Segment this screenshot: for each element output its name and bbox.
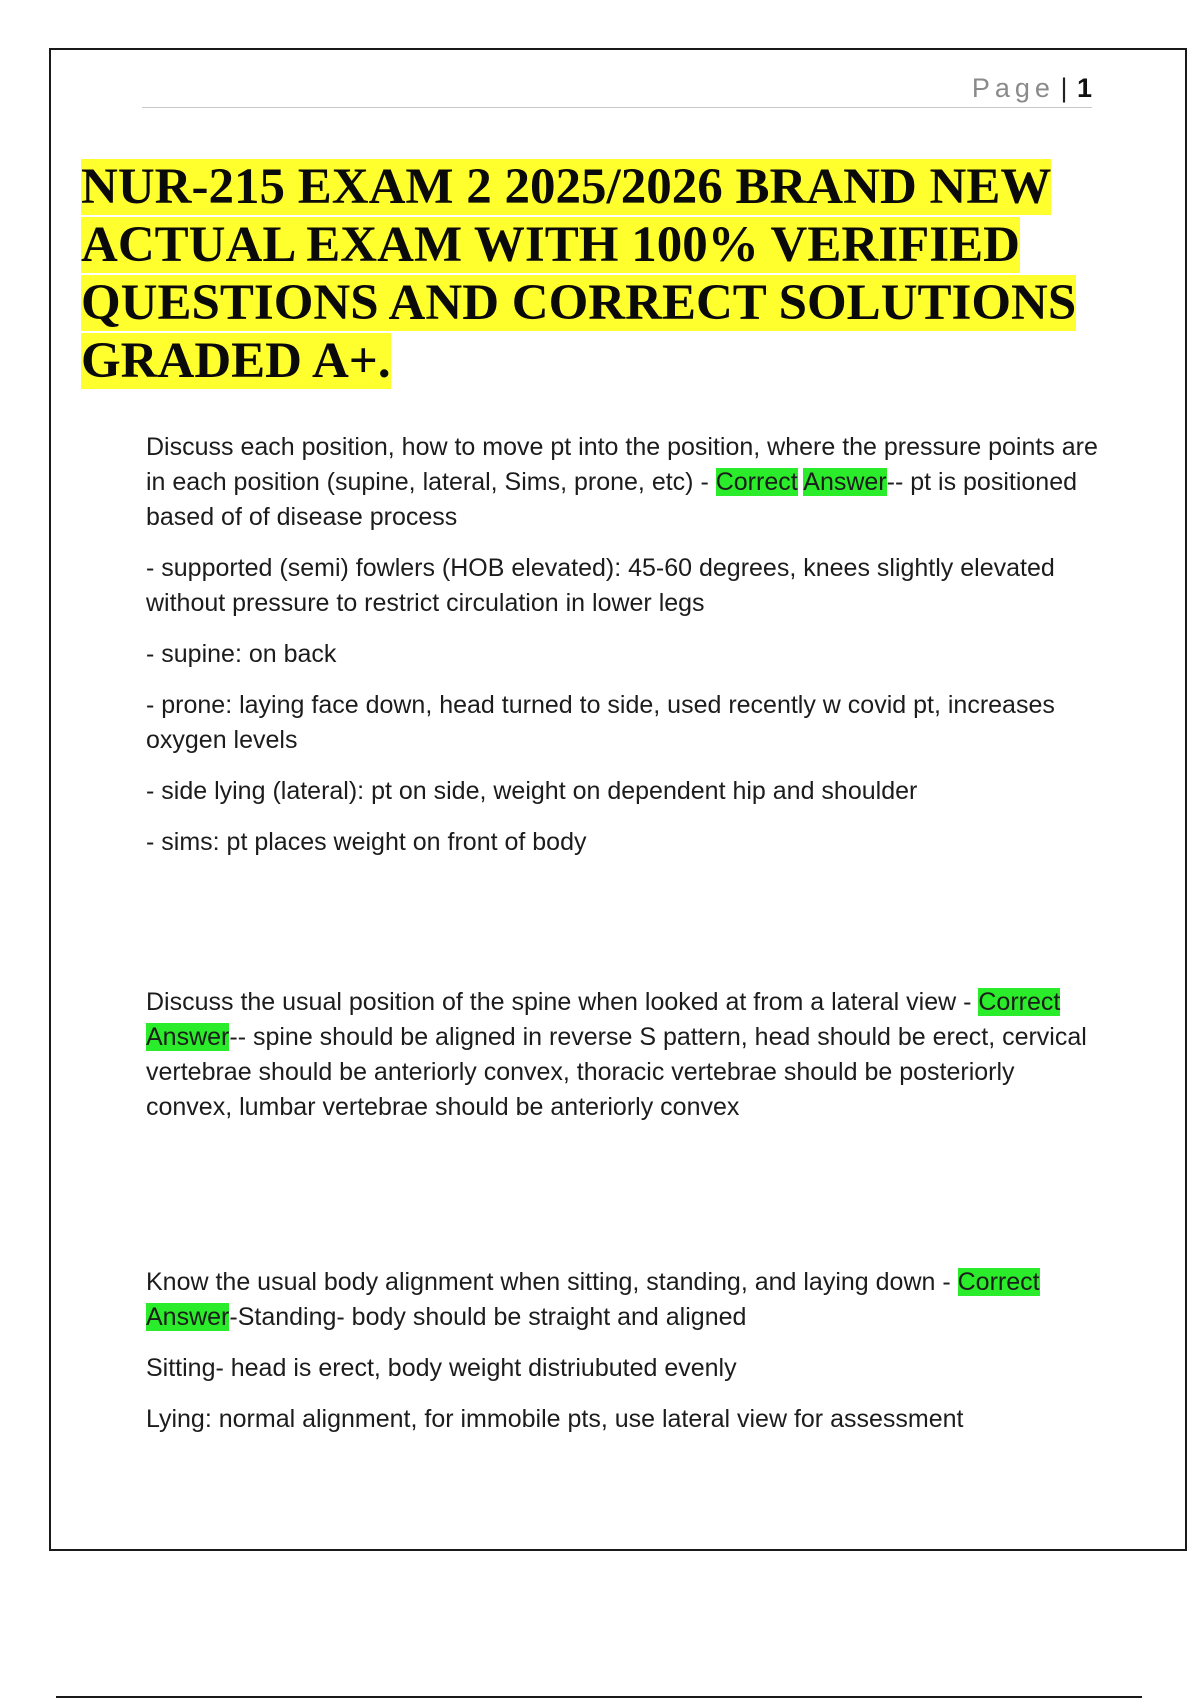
question-block-3 xyxy=(146,1265,1106,1437)
question-3-text: Know the usual body alignment when sitting, standing, and laying down - xyxy=(146,1268,958,1296)
question-1-text: Discuss each position, how to move pt into the position, where the pressure points are in each position (supine, lateral, Sims, prone, etc) - xyxy=(146,433,1098,496)
answer-label-2: Correct Answer xyxy=(146,988,1061,1051)
answer-3-text: -Standing- body should be straight and aligned xyxy=(229,1303,747,1331)
answer-1-line-3: - prone: laying face down, head turned to side, used recently w covid pt, increases oxygen levels xyxy=(146,691,1055,754)
page-separator: | xyxy=(1060,73,1068,103)
answer-1-line-1: - supported (semi) fowlers (HOB elevated): 45-60 degrees, knees slightly elevated without pressure to restrict circulation in lower legs xyxy=(146,554,1055,617)
document-body xyxy=(146,430,1106,1437)
answer-1-text: -- pt is positioned based of of disease process xyxy=(146,468,1078,531)
question-block-1 xyxy=(146,430,1106,860)
question-2 xyxy=(146,985,1106,1125)
answer-3-line-1: Sitting- head is erect, body weight distriubuted evenly xyxy=(146,1354,737,1382)
answer-2-text: -- spine should be aligned in reverse S pattern, head should be erect, cervical vertebrae should be anteriorly convex, thoracic vertebrae should be posteriorly convex, lumbar vertebrae should be anteriorly convex xyxy=(146,1023,1087,1121)
bottom-rule xyxy=(56,1696,1142,1698)
answer-1-line-4: - side lying (lateral): pt on side, weight on dependent hip and shoulder xyxy=(146,777,918,805)
page-header xyxy=(142,70,1092,108)
document-title xyxy=(81,158,1126,390)
question-block-2 xyxy=(146,985,1106,1125)
answer-1-line-5: - sims: pt places weight on front of body xyxy=(146,828,587,856)
answer-3-line-2: Lying: normal alignment, for immobile pts, use lateral view for assessment xyxy=(146,1405,964,1433)
answer-label-part-2: Answer xyxy=(803,468,887,496)
answer-1-line-2: - supine: on back xyxy=(146,640,337,668)
title-text: NUR-215 EXAM 2 2025/2026 BRAND NEW ACTUAL EXAM WITH 100% VERIFIED QUESTIONS AND CORRECT SOLUTIONS GRADED A+. xyxy=(81,159,1077,389)
page-number: 1 xyxy=(1076,73,1092,103)
question-3 xyxy=(146,1265,1106,1335)
question-1 xyxy=(146,430,1106,535)
page-label: Page xyxy=(971,73,1055,103)
answer-label-part-1: Correct xyxy=(715,468,798,496)
answer-label-3: Correct Answer xyxy=(146,1268,1040,1331)
question-2-text: Discuss the usual position of the spine when looked at from a lateral view - xyxy=(146,988,979,1016)
